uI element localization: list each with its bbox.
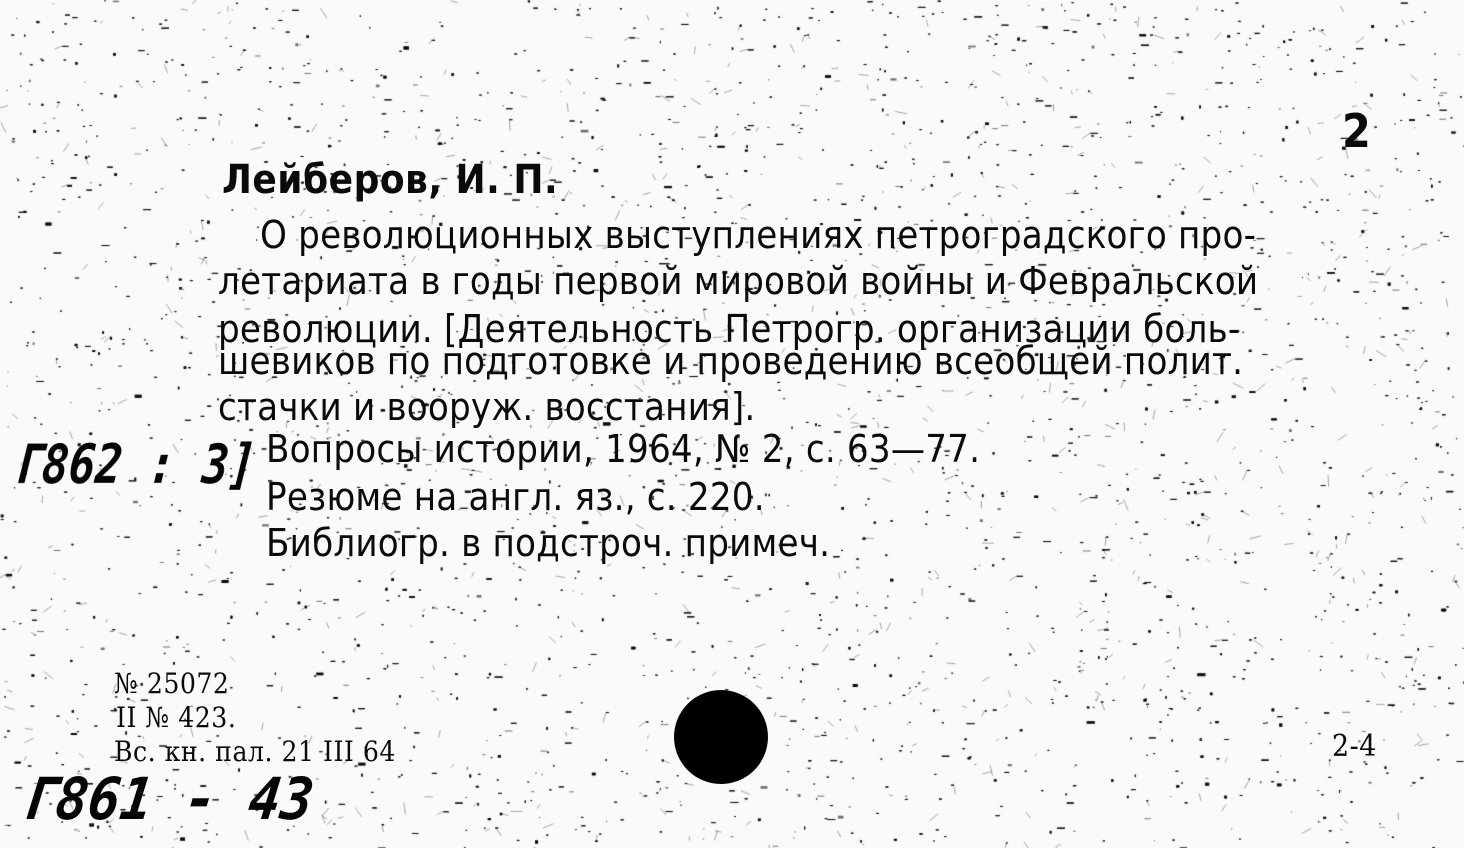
source-line: Вопросы истории, 1964, № 2, с. 63—77.	[266, 427, 981, 471]
card-code: 2-4	[1332, 729, 1377, 764]
book-chamber-stamp: Вс. кн. пал. 21 III 64	[114, 735, 396, 768]
title-line: летариата в годы первой мировой войны и Февральской	[218, 259, 1259, 303]
author-heading: Лейберов, И. П.	[222, 157, 559, 203]
registry-number: II № 423.	[116, 701, 237, 734]
punch-hole	[674, 690, 768, 784]
title-line: стачки и вооруж. восстания].	[218, 385, 756, 429]
title-line: шевиков по подготовке и проведению всеобщей полит.	[218, 339, 1244, 383]
title-line: О революционных выступлениях петроградского про-	[260, 213, 1257, 257]
card-number: 2	[1342, 104, 1371, 158]
source-line: Библиогр. в подстроч. примеч.	[266, 521, 831, 565]
source-line: Резюме на англ. яз., с. 220.	[266, 475, 765, 519]
accession-number: № 25072	[114, 667, 230, 700]
handwritten-shelfmark: Г862 : 3]	[13, 433, 259, 496]
handwritten-shelfmark: Г861 - 43	[19, 765, 318, 833]
title-line: революции. [Деятельность Петрогр. организации боль-	[218, 307, 1241, 351]
